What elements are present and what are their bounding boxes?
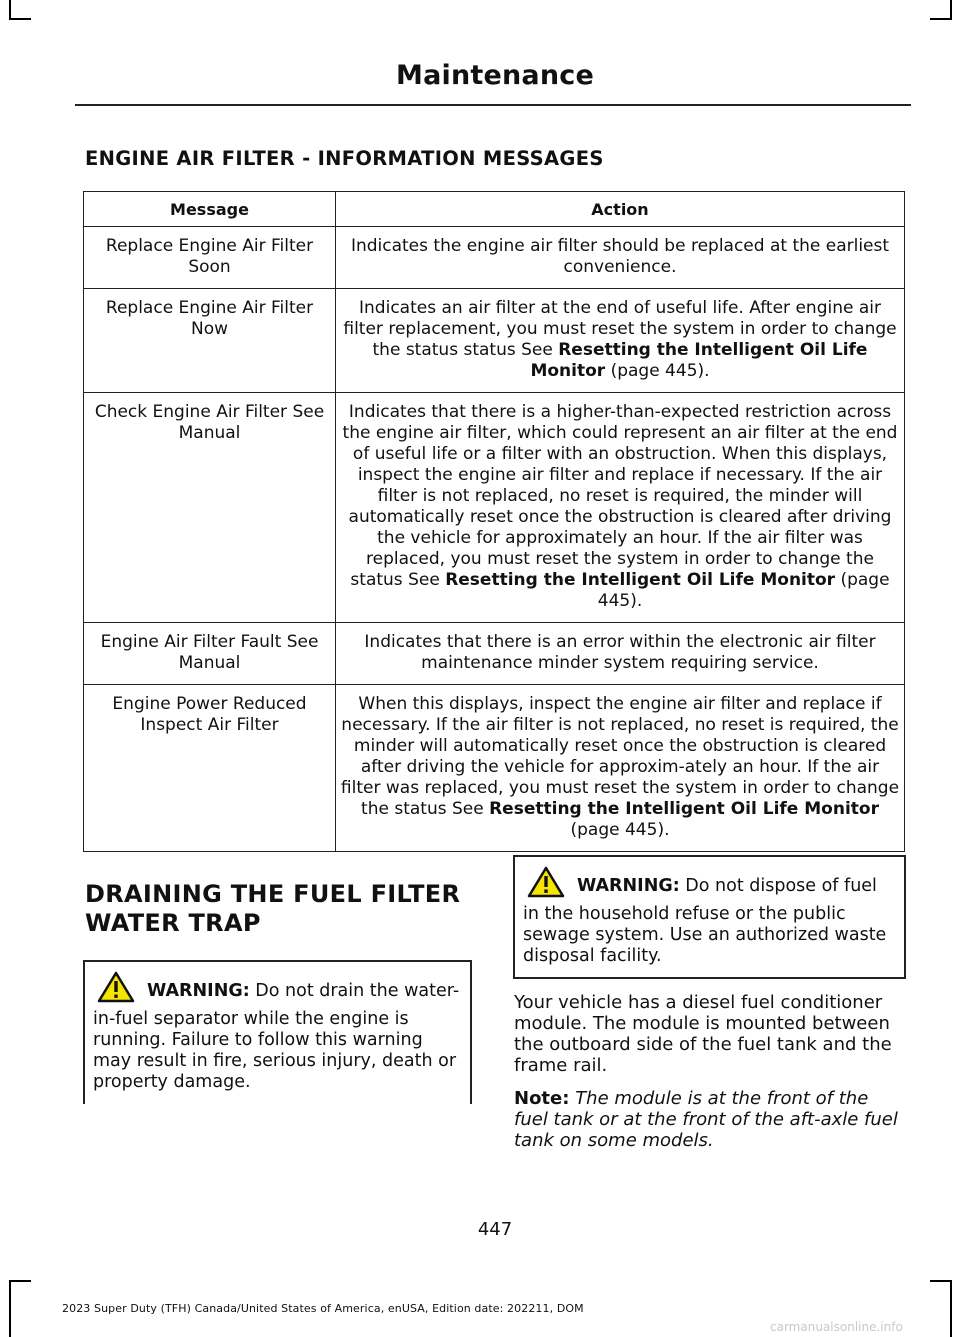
table-row [84, 393, 905, 623]
page-reference: (page 445). [570, 820, 670, 840]
table-row [84, 685, 905, 852]
watermark: carmanualsonline.info [770, 1320, 903, 1334]
section-heading-drain-fuel-filter [85, 880, 460, 938]
warning-triangle-icon [97, 971, 135, 1009]
info-messages-table [83, 191, 905, 852]
message-cell: Check Engine Air Filter See Manual [84, 393, 336, 623]
message-cell: Replace Engine Air Filter Soon [84, 227, 336, 289]
footer-edition-info: 2023 Super Duty (TFH) Canada/United States of America, enUSA, Edition date: 202211, DOM [62, 1302, 584, 1315]
table-row [84, 289, 905, 393]
body-paragraph: Your vehicle has a diesel fuel conditioner module. The module is mounted between the outboard side of the fuel tank and the frame rail. [514, 992, 892, 1076]
table-header-row [84, 192, 905, 227]
warning-box-dispose [513, 855, 906, 979]
crop-mark-bottom-right-h [930, 1280, 952, 1282]
action-text: Indicates an air filter at the end of useful life. After engine air filter replacement, you must reset the system in order to change the status status See [343, 298, 897, 360]
cross-reference-link[interactable]: Resetting the Intelligent Oil Life Monitor [445, 570, 836, 590]
message-cell: Engine Air Filter Fault See Manual [84, 623, 336, 685]
action-cell [336, 685, 905, 852]
note-label: Note: [514, 1088, 570, 1109]
warning-triangle-icon [527, 866, 565, 904]
page-header-title: Maintenance [396, 60, 594, 91]
section-title: ENGINE AIR FILTER - INFORMATION MESSAGES [85, 147, 604, 170]
action-cell [336, 227, 905, 289]
heading-line: DRAINING THE FUEL FILTER [85, 880, 461, 908]
crop-mark-top-left-h [9, 18, 31, 20]
action-cell [336, 623, 905, 685]
crop-mark-bottom-left-h [9, 1280, 31, 1282]
header-rule [75, 104, 911, 106]
table-row [84, 227, 905, 289]
warning-body: Do not drain the water-in-fuel separator while the engine is running. Failure to follow this warning may result in fire, serious injury, death or property damage. [93, 981, 460, 1092]
crop-mark-bottom-right-v [950, 1280, 952, 1337]
note-paragraph [514, 1088, 906, 1151]
header-message: Message [84, 192, 336, 227]
action-cell [336, 289, 905, 393]
cross-reference-link[interactable]: Resetting the Intelligent Oil Life Monitor [530, 340, 868, 381]
action-cell [336, 393, 905, 623]
warning-box-drain [83, 960, 472, 1104]
cross-reference-link[interactable]: Resetting the Intelligent Oil Life Monitor [489, 799, 879, 819]
action-text: Indicates that there is an error within the electronic air filter maintenance minder system requiring service. [364, 632, 876, 673]
message-cell: Engine Power Reduced Inspect Air Filter [84, 685, 336, 852]
crop-mark-top-right-v [950, 0, 952, 20]
action-text: Indicates that there is a higher-than-expected restriction across the engine air filter, which could represent an air filter at the end of useful life or a filter with an obstruction. When this displays, inspect the engine air filter and replace if necessary. If the air filter is not replaced, no reset is required, the minder will automatically reset once the obstruction is cleared after driving the vehicle for approximately an hour. If the air filter was replaced, you must reset the system in order to change the status See [342, 402, 898, 590]
warning-text [93, 971, 462, 1093]
header-action: Action [336, 192, 905, 227]
table-row [84, 623, 905, 685]
warning-body: Do not dispose of fuel in the household refuse or the public sewage system. Use an authorized waste disposal facility. [523, 876, 887, 966]
page-reference: (page 445). [610, 361, 710, 381]
crop-mark-bottom-left-v [9, 1280, 11, 1337]
page-reference: (page 445). [597, 570, 890, 611]
page-number: 447 [477, 1219, 513, 1240]
action-text: When this displays, inspect the engine air filter and replace if necessary. If the air filter is not replaced, no reset is required, the minder will automatically reset once the obstruction is cleared after driving the vehicle for approxim-ately an hour. If the air filter was replaced, you must reset the system in order to change the status See [340, 694, 900, 819]
heading-line: WATER TRAP [85, 909, 261, 937]
warning-text [523, 866, 896, 967]
crop-mark-top-left-v [9, 0, 11, 20]
action-text: Indicates the engine air filter should be replaced at the earliest convenience. [350, 236, 890, 277]
warning-label: WARNING: [577, 876, 680, 896]
warning-label: WARNING: [147, 981, 250, 1001]
crop-mark-top-right-h [930, 18, 952, 20]
note-body: The module is at the front of the fuel tank or at the front of the aft-axle fuel tank on some models. [514, 1088, 898, 1151]
message-cell: Replace Engine Air Filter Now [84, 289, 336, 393]
